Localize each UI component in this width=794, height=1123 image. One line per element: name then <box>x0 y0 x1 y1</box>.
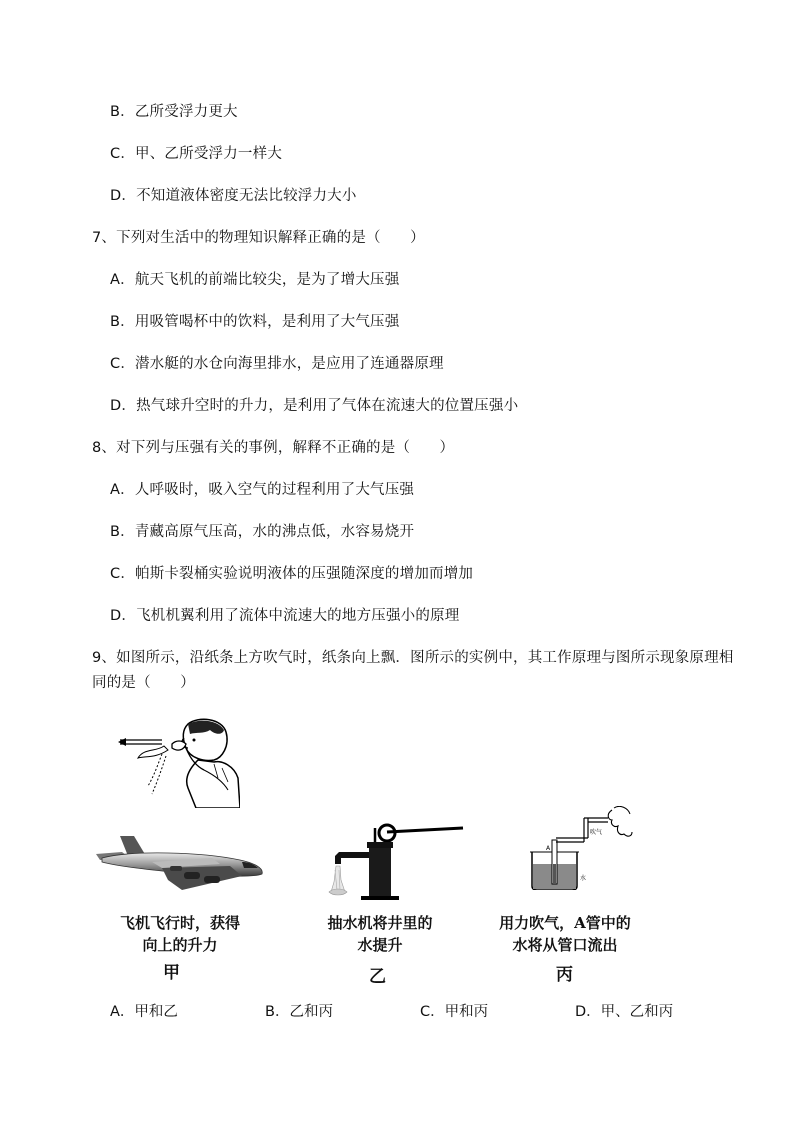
q6-option-b: B．乙所受浮力更大 <box>110 104 238 120</box>
q7-option-b: B．用吸管喝杯中的饮料，是利用了大气压强 <box>110 314 400 330</box>
q8-option-a: A．人呼吸时，吸入空气的过程利用了大气压强 <box>110 482 415 498</box>
q9-stem-line2: 同的是（ ） <box>92 675 195 691</box>
q9-stem-line1: 9、如图所示，沿纸条上方吹气时，纸条向上飘．图所示的实例中，其工作原理与图所示现象原理相 <box>92 650 734 666</box>
q8-option-d: D．飞机机翼利用了流体中流速大的地方压强小的原理 <box>110 608 460 624</box>
figure-bing-caption-line1: 用力吹气，A管中的 <box>499 914 631 932</box>
figure-jia-label: 甲 <box>163 963 180 983</box>
q7-stem: 7、下列对生活中的物理知识解释正确的是（ ） <box>92 230 425 246</box>
q6-option-c: C．甲、乙所受浮力一样大 <box>110 146 283 162</box>
q8-option-c: C．帕斯卡裂桶实验说明液体的压强随深度的增加而增加 <box>110 566 474 582</box>
figure-jia-caption <box>108 912 252 956</box>
figure-yi-caption <box>315 912 445 956</box>
blowing-tube-figure <box>528 806 636 890</box>
airplane-figure <box>92 832 267 894</box>
q8-option-b: B．青藏高原气压高，水的沸点低，水容易烧开 <box>110 524 415 540</box>
figure-yi-label: 乙 <box>369 967 386 987</box>
q9-option-d: D．甲、乙和丙 <box>575 1004 674 1020</box>
q8-stem: 8、对下列与压强有关的事例，解释不正确的是（ ） <box>92 440 455 456</box>
q9-option-b: B．乙和丙 <box>265 1004 333 1020</box>
water-pump-figure <box>325 820 465 900</box>
q7-option-a: A．航天飞机的前端比较尖，是为了增大压强 <box>110 272 400 288</box>
blow-label: 吹气 <box>590 829 603 836</box>
q9-option-a: A．甲和乙 <box>110 1004 178 1020</box>
tube-a-label: A <box>546 845 551 852</box>
figure-bing-label: 丙 <box>556 965 573 985</box>
boy-blowing-paper-figure <box>118 718 240 808</box>
water-label: 水 <box>580 875 587 882</box>
figure-bing-caption-line2: 水将从管口流出 <box>512 936 618 954</box>
figure-yi-caption-line1: 抽水机将井里的 <box>327 914 433 932</box>
figure-yi-caption-line2: 水提升 <box>357 936 403 954</box>
q7-option-d: D．热气球升空时的升力，是利用了气体在流速大的位置压强小 <box>110 398 519 414</box>
q9-option-c: C．甲和丙 <box>420 1004 489 1020</box>
figure-jia-caption-line1: 飞机飞行时，获得 <box>119 914 240 932</box>
figure-jia-caption-line2: 向上的升力 <box>142 936 218 954</box>
q6-option-d: D．不知道液体密度无法比较浮力大小 <box>110 188 357 204</box>
q7-option-c: C．潜水艇的水仓向海里排水，是应用了连通器原理 <box>110 356 444 372</box>
figure-bing-caption <box>490 912 640 956</box>
